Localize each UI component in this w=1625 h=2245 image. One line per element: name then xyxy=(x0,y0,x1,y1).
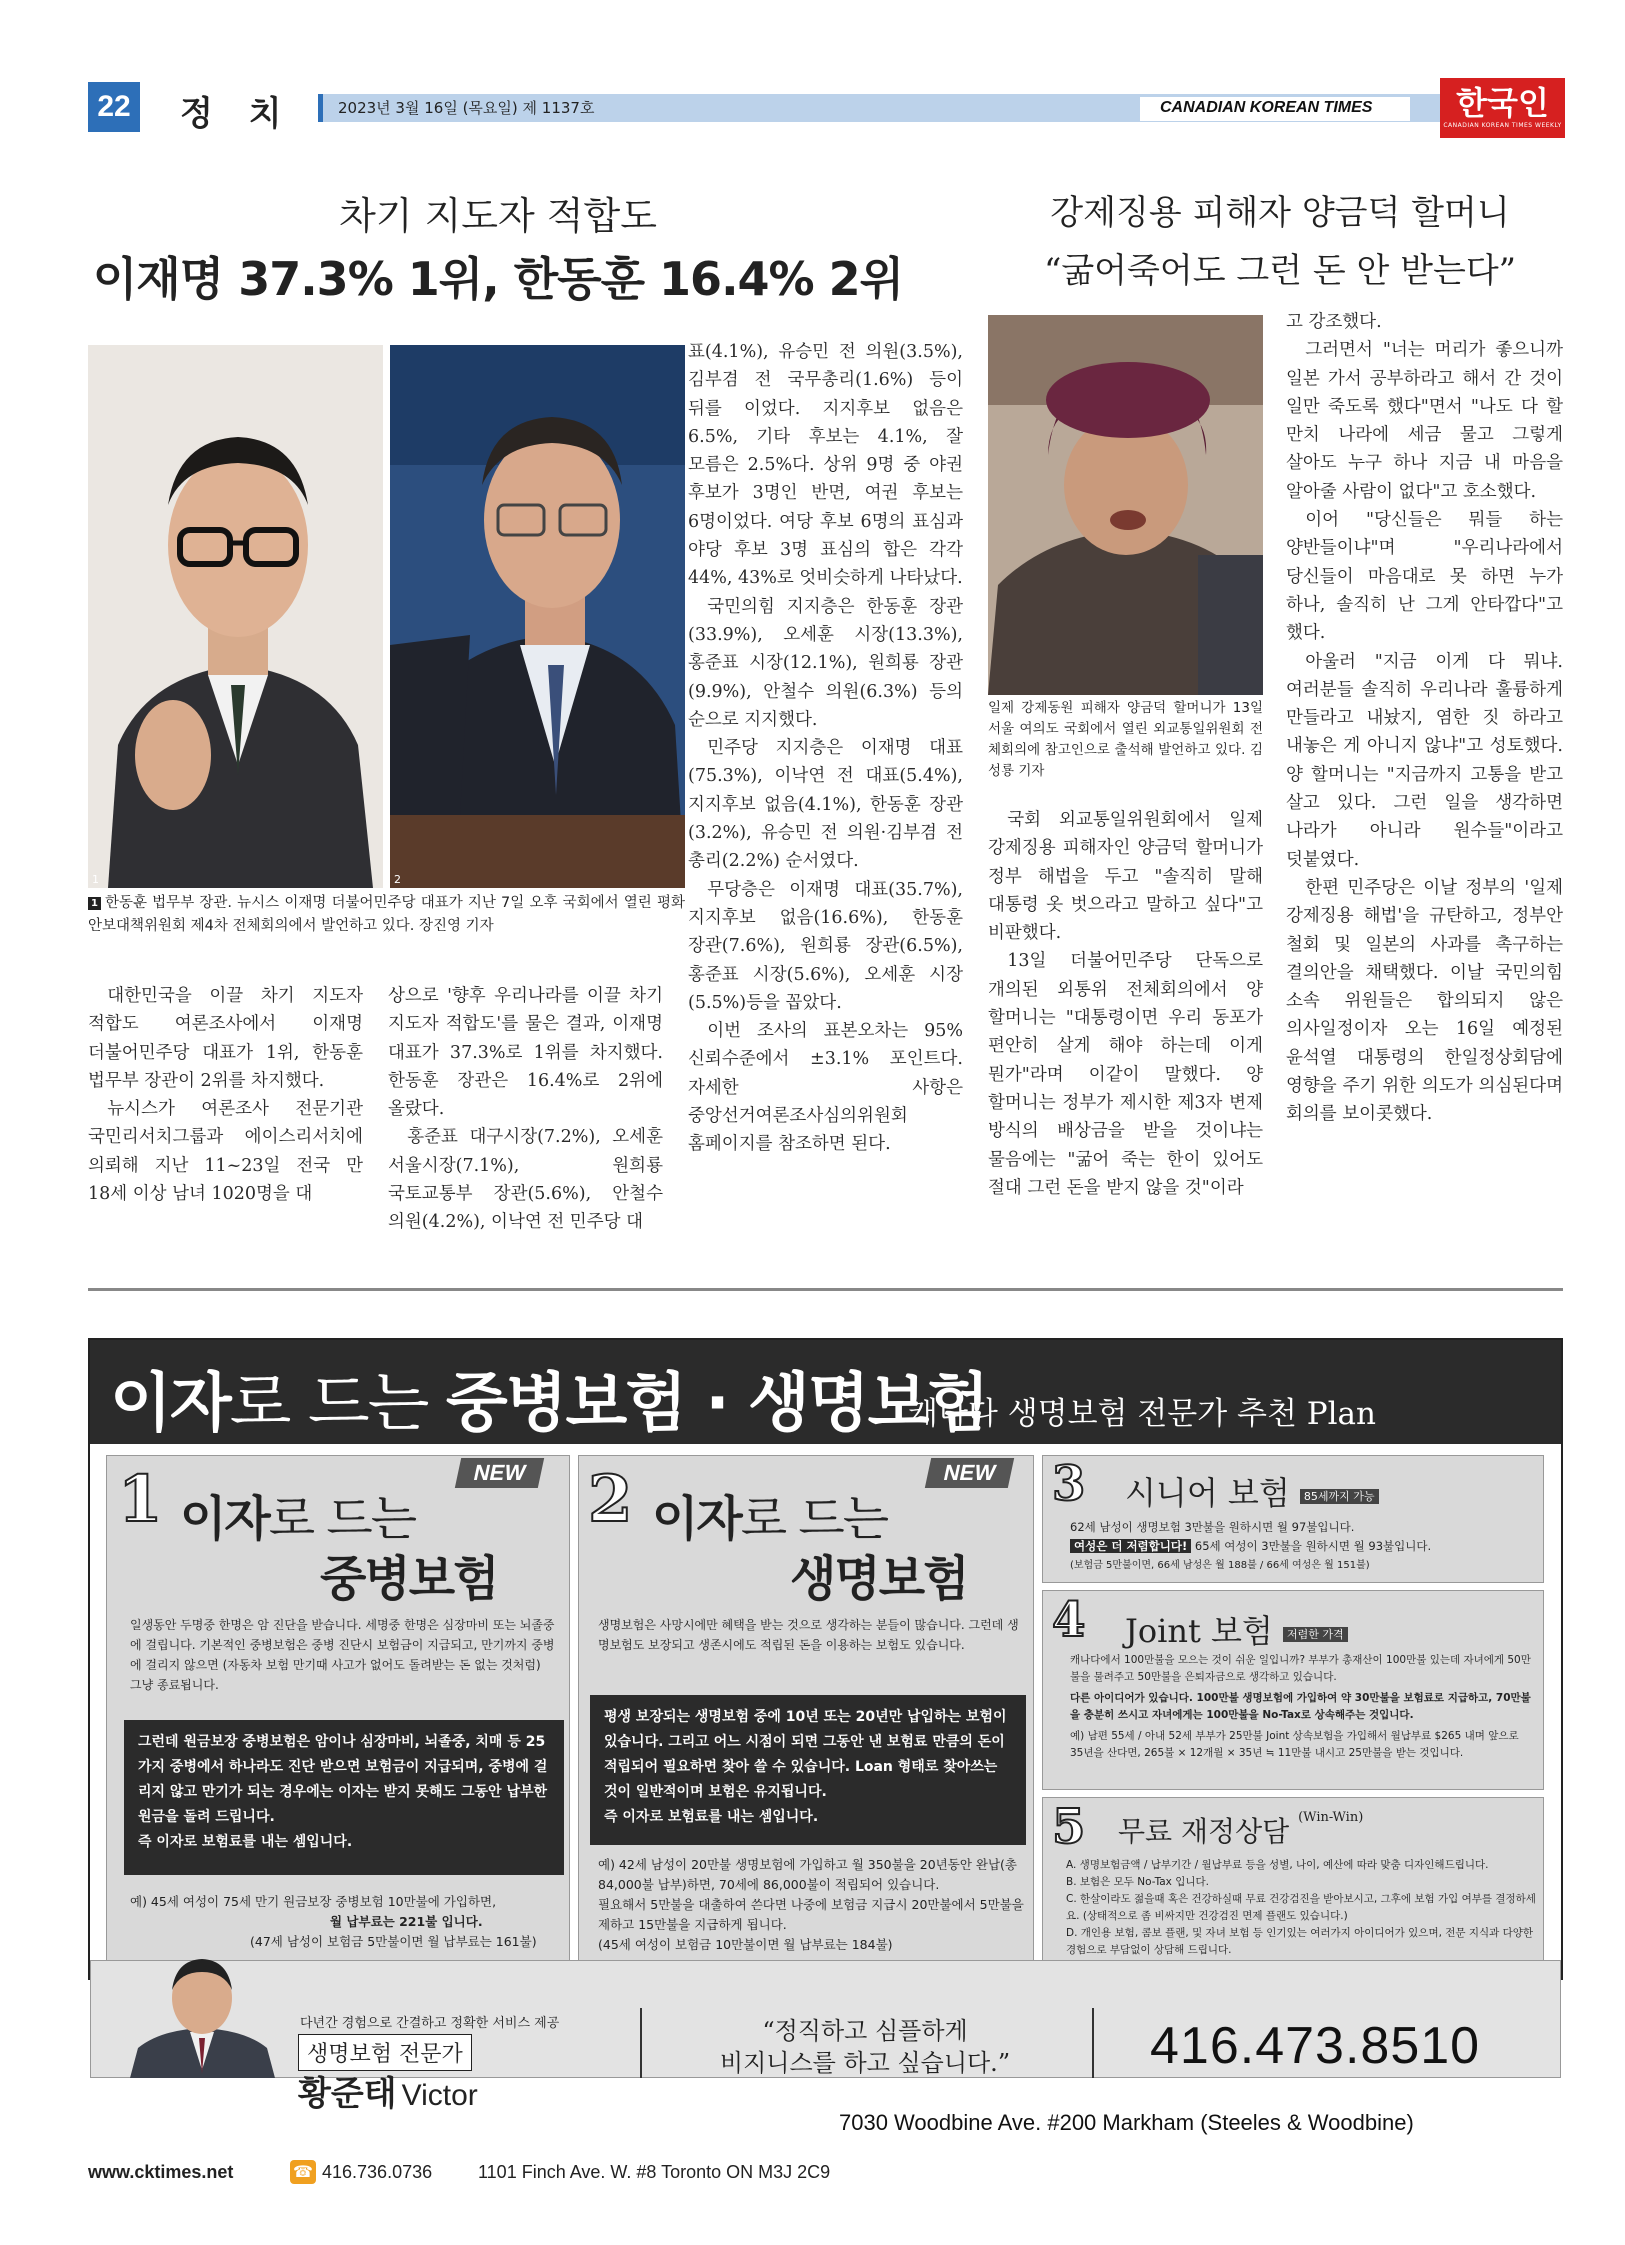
box2-example-2: 필요해서 5만불을 대출하여 쓴다면 나중에 보험금 지급시 20만불에서 5만불을 제하고 15만불을 지급하게 됩니다. xyxy=(598,1897,1024,1932)
agent-phone[interactable]: 416.473.8510 xyxy=(1150,2017,1481,2075)
article2-column-1 xyxy=(988,806,1263,1251)
box5-item-d: D. 개인용 보험, 콤보 플랜, 및 자녀 보험 등 인기있는 여러가지 아이디어가 있으며, 전문 지식과 다양한 경험으로 부담없이 상담해 드립니다. xyxy=(1066,1927,1534,1956)
box5-title-text: 무료 재정상담 xyxy=(1118,1815,1290,1848)
box1-example xyxy=(130,1892,560,1952)
box2-example xyxy=(598,1855,1028,1955)
article1-headline-top: 차기 지도자 적합도 xyxy=(339,194,657,238)
agent-quote xyxy=(660,2015,1070,2079)
paragraph: 이어 "당신들은 뭐들 하는 양반들이냐"며 "우리나라에서 당신들이 마음대로 못 하면 누가 하나, 솔직히 난 그게 안타깝다"고 했다. xyxy=(1286,510,1563,644)
agent-name xyxy=(298,2066,478,2115)
paragraph: 민주당 지지층은 이재명 대표(75.3%), 이낙연 전 대표(5.4%), 지지후보 없음(4.1%), 한동훈 장관(3.2%), 유승민 전 의원·김부겸 전 총리(2.2%) 순서였다. xyxy=(688,738,963,872)
portrait-1-icon xyxy=(88,345,383,888)
article2-headline-main: “굶어죽어도 그런 돈 안 받는다” xyxy=(1043,251,1517,291)
box2-example-3: (45세 여성이 보험금 10만불이면 월 납부료는 184불) xyxy=(598,1937,893,1952)
caption-num-1: 1 xyxy=(88,897,101,910)
ad-title xyxy=(110,1352,987,1444)
box2-highlight-line2: 즉 이자로 보험료를 내는 셈입니다. xyxy=(604,1809,819,1825)
page-number: 22 xyxy=(88,82,140,132)
article1-column-3 xyxy=(688,338,963,1253)
box5-item-c: C. 한살이라도 젊을때 혹은 건강하실때 무료 건강검진을 받아보시고, 그후에 보험 가입 여부를 결정하세요. (상태적으로 좀 비싸지만 건강검진 면제 플랜도 있습니다.) xyxy=(1066,1893,1536,1922)
footer-website[interactable]: www.cktimes.net xyxy=(88,2162,234,2182)
divider-line xyxy=(1092,2008,1094,2078)
agent-photo xyxy=(120,1950,285,2078)
agent-name-ko: 황준태 xyxy=(298,2074,397,2114)
article2-column-2 xyxy=(1286,308,1563,1253)
paragraph: 뉴시스가 여론조사 전문기관 국민리서치그룹과 에이스리서치에 의뢰해 지난 11~23일 전국 만 18세 이상 남녀 1020명을 대 xyxy=(88,1099,363,1205)
box5-item-a: A. 생명보험금액 / 납부기간 / 월납부료 등을 성별, 나이, 예산에 따라 맞춤 디자인해드립니다. xyxy=(1066,1859,1489,1871)
box1-number: 1 xyxy=(118,1462,163,1537)
box2-number: 2 xyxy=(588,1462,633,1537)
box4-title xyxy=(1125,1606,1348,1652)
section-title: 정 치 xyxy=(180,94,294,134)
article1-photo-caption xyxy=(88,892,685,938)
agent-role: 생명보험 전문가 xyxy=(298,2034,472,2071)
photo1-number: 1 xyxy=(92,873,99,886)
box2-title-bold: 이자 xyxy=(652,1491,741,1547)
ad-subtitle: 캐나다 생명보험 전문가 추천 Plan xyxy=(908,1396,1376,1432)
paragraph: 무당층은 이재명 대표(35.7%), 지지후보 없음(16.6%), 한동훈 장관(7.6%), 원희룡 장관(6.5%), 홍준표 시장(5.6%), 오세훈 시장(5.5%)등을 꼽았다. xyxy=(688,879,963,1013)
paragraph: 13일 더불어민주당 단독으로 개의된 외통위 전체회의에서 양 할머니는 "대통령이면 우리 동포가 편안히 살게 해야 하는데 이게 뭔가"라며 이같이 말했다. 양 할머니는 정부가 제시한 제3자 변제 방식의 배상금을 받을 것이냐는 물음에는 "굶어 죽는 한이 있어도 절대 그런 돈을 받지 않을 것"이라 xyxy=(988,951,1263,1198)
box3-title-text: 시니어 보험 xyxy=(1125,1474,1290,1512)
agent-name-en: Victor xyxy=(401,2079,478,2112)
divider-line xyxy=(640,2008,642,2078)
paragraph: 대한민국을 이끌 차기 지도자 적합도 여론조사에서 이재명 더불어민주당 대표가 1위, 한동훈 법무부 장관이 2위를 차지했다. xyxy=(88,986,363,1091)
box1-title-bold: 이자 xyxy=(180,1491,269,1547)
box3-line-3: (보험금 5만불이면, 66세 남성은 월 188불 / 66세 여성은 월 151불) xyxy=(1070,1560,1370,1571)
paragraph: 고 강조했다. xyxy=(1286,312,1382,332)
box1-title-light: 로 드는 xyxy=(268,1491,416,1547)
article1-column-2 xyxy=(388,982,663,1252)
photo-yang-geumdeok xyxy=(988,315,1263,695)
box4-title-text: Joint 보험 xyxy=(1125,1612,1273,1650)
box3-title xyxy=(1125,1468,1379,1514)
portrait-2-icon xyxy=(390,345,685,888)
box1-highlight-text: 그런데 원금보장 중병보험은 암이나 심장마비, 뇌졸중, 치매 등 25가지 중병에서 하나라도 진단 받으면 보험금이 지급되며, 중병에 걸리지 않고 만기가 되는 경우에는 이자는 받지 못해도 그동안 납부한 원금을 돌려 드립니다. xyxy=(138,1734,548,1825)
ad-title-bold1: 이자 xyxy=(110,1367,230,1441)
box2-title-b: 생명보험 xyxy=(790,1551,968,1607)
box4-line-1: 캐나다에서 100만불을 모으는 것이 쉬운 일입니까? 부부가 총재산이 100만불 있는데 자녀에게 50만불을 물려주고 50만불을 은퇴자금으로 생각하고 있습니다. xyxy=(1070,1654,1531,1683)
agent-portrait-icon xyxy=(120,1950,285,2078)
box1-highlight-line2: 즉 이자로 보험료를 내는 셈입니다. xyxy=(138,1834,353,1850)
box5-details xyxy=(1066,1857,1536,1959)
box3-details xyxy=(1070,1518,1540,1575)
footer-address: 1101 Finch Ave. W. #8 Toronto ON M3J 2C9 xyxy=(478,2162,831,2182)
box3-line-2b: 65세 여성이 3만불을 원하시면 월 93불입니다. xyxy=(1191,1539,1432,1553)
box4-details xyxy=(1070,1652,1535,1762)
paragraph: 표(4.1%), 유승민 전 의원(3.5%), 김부겸 전 국무총리(1.6%) 등이 뒤를 이었다. 지지후보 없음은 6.5%, 기타 후보는 4.1%, 잘 모름은 2.5%다. 상위 9명 중 야권 후보가 3명인 반면, 여권 후보는 6명이었다. 여당 후보 6명의 표심과 야당 후보 3명 표심의 합은 각각 44%, 43%로 엇비슷하게 나타났다. xyxy=(688,342,963,589)
caption-text: 한동훈 법무부 장관. 뉴시스 이재명 더불어민주당 대표가 지난 7일 오후 국회에서 열린 평화안보대책위원회 제4차 전체회의에서 발언하고 있다. 장진영 기자 xyxy=(88,895,685,934)
paragraph: 그러면서 "너는 머리가 좋으니까 일본 가서 공부하라고 해서 간 것이 일만 죽도록 했다"면서 "나도 다 할 만치 나라에 세금 물고 그렇게 살아도 누구 하나 지금 내 마음을 알아줄 사람이 없다"고 호소했다. xyxy=(1286,340,1563,502)
ad-title-light1: 로 드는 xyxy=(229,1367,446,1441)
photo-lee-jaemyung xyxy=(390,345,685,888)
box2-highlight xyxy=(590,1695,1026,1845)
box4-line-2: 다른 아이디어가 있습니다. 100만불 생명보험에 가입하여 약 30만불을 보험료로 지급하고, 70만불을 충분히 쓰시고 자녀에게는 100만불을 No-Tax로 상속해주는 것입니다. xyxy=(1070,1692,1531,1721)
paper-name: CANADIAN KOREAN TIMES xyxy=(1140,97,1410,121)
box5-tag: (Win-Win) xyxy=(1298,1810,1364,1825)
box3-line-2 xyxy=(1070,1537,1540,1556)
paragraph: 국회 외교통일위원회에서 일제 강제징용 피해자인 양금덕 할머니가 정부 해법을 두고 "솔직히 말해 대통령 옷 벗으라고 말하고 싶다"고 비판했다. xyxy=(988,810,1263,944)
box3-line-1: 62세 남성이 생명보험 3만불을 원하시면 월 97불입니다. xyxy=(1070,1520,1355,1534)
box1-highlight xyxy=(124,1720,564,1875)
box4-line-3: 예) 남편 55세 / 아내 52세 부부가 25만불 Joint 상속보험을 가입해서 월납부료 $265 내며 앞으로 35년을 산다면, 265불 × 12개월 × 35년 ≒ 11만불 내시고 25만불을 받는 것입니다. xyxy=(1070,1730,1519,1759)
photo-han-donghoon xyxy=(88,345,383,888)
paragraph: 한편 민주당은 이날 정부의 '일제 강제징용 해법'을 규탄하고, 정부안 철회 및 일본의 사과를 촉구하는 결의안을 채택했다. 이날 국민의힘 소속 위원들은 합의되지 않은 의사일정이자 오는 16일 예정된 윤석열 대통령의 한일정상회담에 영향을 주기 위한 의도가 의심된다며 회의를 보이콧했다. xyxy=(1286,877,1563,1125)
box1-example-3: (47세 남성이 보험금 5만불이면 월 납부료는 161불) xyxy=(250,1934,537,1949)
article1-column-1 xyxy=(88,982,363,1252)
paragraph: 홍준표 대구시장(7.2%), 오세훈 서울시장(7.1%), 원희룡 국토교통부 장관(5.6%), 안철수 의원(4.2%), 이낙연 전 민주당 대 xyxy=(388,1127,663,1233)
box2-title-a xyxy=(652,1480,887,1549)
box2-description: 생명보험은 사망시에만 혜택을 받는 것으로 생각하는 분들이 많습니다. 그런데 생명보험도 보장되고 생존시에도 적립된 돈을 이용하는 보험도 있습니다. xyxy=(598,1618,1019,1652)
box1-title-b: 중병보험 xyxy=(320,1551,498,1607)
box1-title-a xyxy=(180,1480,415,1549)
paragraph: 국민의힘 지지층은 한동훈 장관(33.9%), 오세훈 시장(13.3%), 홍준표 시장(12.1%), 원희룡 장관(9.9%), 안철수 의원(6.3%) 등의 순으로 지지했다. xyxy=(688,596,963,730)
article1-headline-main: 이재명 37.3% 1위, 한동훈 16.4% 2위 xyxy=(92,252,904,306)
box1-example-1: 예) 45세 여성이 75세 만기 원금보장 중병보험 10만불에 가입하면, xyxy=(130,1894,497,1909)
box1-description: 일생동안 두명중 한명은 암 진단을 받습니다. 세명중 한명은 심장마비 또는 뇌졸중에 걸립니다. 기본적인 중병보험은 중병 진단시 보험금이 지급되고, 만기까지 중병에 걸리지 않으면 (자동차 보험 만기때 사고가 없어도 돌려받는 돈 없는 것처럼) 그냥 종료됩니다. xyxy=(130,1618,555,1692)
box2-title-light: 로 드는 xyxy=(740,1491,888,1547)
paragraph: 아울러 "지금 이게 다 뭐냐. 여러분들 솔직히 우리나라 훌륭하게 만들라고 내놨지, 염한 짓 하라고 내놓은 게 아니지 않냐"고 성토했다. 양 할머니는 "지금까지 고통을 받고 살고 있다. 그런 일을 생각하면 나라가 아니라 원수들"이라고 덧붙였다. xyxy=(1286,651,1563,870)
new-badge: NEW xyxy=(925,1458,1015,1488)
paper-logo xyxy=(1440,78,1565,138)
footer-phone[interactable]: 416.736.0736 xyxy=(322,2162,433,2182)
ad-title-bold2: 중병보험 · 생명보험 xyxy=(445,1367,988,1441)
box1-example-2: 월 납부료는 221불 입니다. xyxy=(330,1914,483,1929)
article2-photo-caption: 일제 강제동원 피해자 양금덕 할머니가 13일 서울 여의도 국회에서 열린 외교통일위원회 전체회의에 참고인으로 출석해 발언하고 있다. 김성룡 기자 xyxy=(988,700,1263,779)
agent-address: 7030 Woodbine Ave. #200 Markham (Steeles & Woodbine) xyxy=(835,2110,1418,2136)
agent-quote-1: “정직하고 심플하게 xyxy=(762,2017,968,2045)
box5-item-b: B. 보험은 모두 No-Tax 입니다. xyxy=(1066,1876,1209,1888)
box4-tag: 저렴한 가격 xyxy=(1283,1627,1348,1642)
paragraph: 상으로 '향후 우리나라를 이끌 차기 지도자 적합도'를 물은 결과, 이재명 대표가 37.3%로 1위를 차지했다. 한동훈 장관은 16.4%로 2위에 올랐다. xyxy=(388,986,663,1120)
portrait-3-icon xyxy=(988,315,1263,695)
phone-icon: ☎ xyxy=(290,2160,316,2184)
box3-tag: 85세까지 가능 xyxy=(1300,1489,1379,1504)
photo2-number: 2 xyxy=(394,873,401,886)
box3-highlight: 여성은 더 저렴합니다! xyxy=(1070,1539,1191,1553)
article2-headline-top: 강제징용 피해자 양금덕 할머니 xyxy=(1050,193,1510,233)
agent-tagline: 다년간 경험으로 간결하고 정확한 서비스 제공 xyxy=(300,2016,560,2031)
paragraph: 이번 조사의 표본오차는 95% 신뢰수준에서 ±3.1% 포인트다. 자세한 사항은 중앙선거여론조사심의위원회 홈페이지를 참조하면 된다. xyxy=(688,1021,963,1155)
logo-subtext: CANADIAN KOREAN TIMES WEEKLY xyxy=(1443,122,1562,129)
new-badge: NEW xyxy=(455,1458,545,1488)
box5-title xyxy=(1118,1810,1363,1850)
box4-number: 4 xyxy=(1052,1592,1086,1648)
box2-example-1: 예) 42세 남성이 20만불 생명보험에 가입하고 월 350불을 20년동안 완납(총 84,000불 납부)하면, 70세에 86,000불이 적립되어 있습니다. xyxy=(598,1857,1017,1892)
box5-number: 5 xyxy=(1052,1799,1086,1855)
section-divider xyxy=(88,1288,1563,1291)
logo-text: 한국인 xyxy=(1456,84,1549,122)
agent-quote-2: 비지니스를 하고 싶습니다.” xyxy=(719,2049,1011,2077)
box3-number: 3 xyxy=(1052,1456,1086,1512)
issue-date: 2023년 3월 16일 (목요일) 제 1137호 xyxy=(338,99,595,117)
box2-highlight-text: 평생 보장되는 생명보험 중에 10년 또는 20년만 납입하는 보험이 있습니다. 그리고 어느 시점이 되면 그동안 낸 보험료 만큼의 돈이 적립되어 필요하면 찾아 쓸 수 있습니다. Loan 형태로 찾아쓰는 것이 일반적이며 보험은 유지됩니다. xyxy=(604,1709,1007,1800)
